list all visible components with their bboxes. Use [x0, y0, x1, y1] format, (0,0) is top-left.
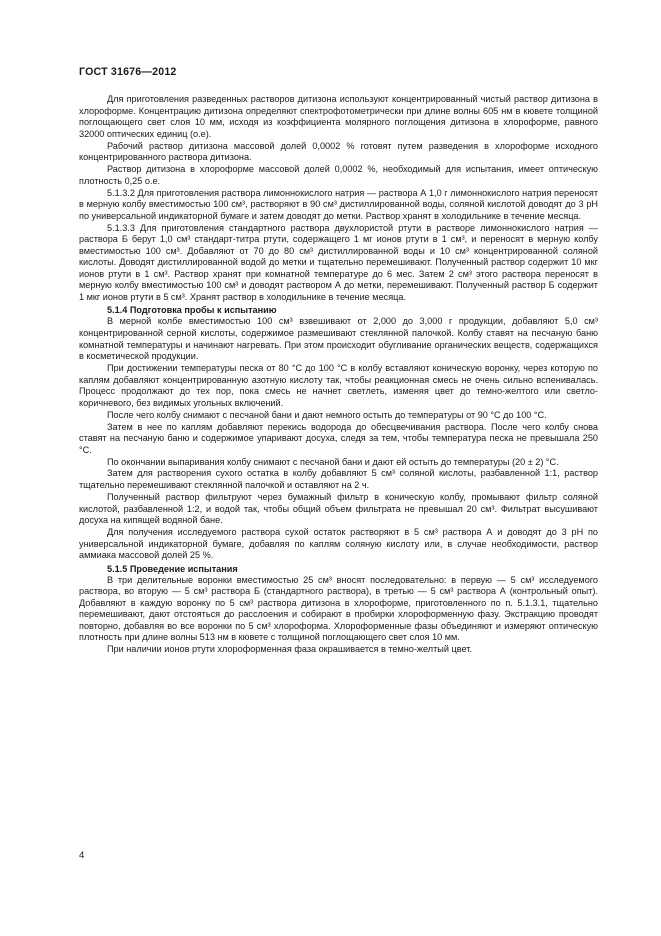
document-body — [79, 94, 598, 656]
section-heading: 5.1.4 Подготовка пробы к испытанию — [107, 305, 277, 316]
paragraph: 5.1.3.3 Для приготовления стандартного раствора двухлористой ртути в растворе лимоннокислого натрия — раствора Б берут 1,0 см³ стандарт-титра ртути, содержащего 1 мг ионов ртути в 1 см³, и переносят в мерную колбу вместимостью 100 см³. Добавляют от 70 до 80 см³ дистиллированной воды и 10 см³ концентрированной соляной кислоты. Доводят дистиллированной водой до метки и тщательно перемешивают. Полученный раствор содержит 10 мкг ионов ртути в 1 см³. Раствор хранят при комнатной температуре до 6 мес. Затем 2 см³ этого раствора переносят в мерную колбу вместимостью 100 см³ и доводят раствором А до метки, перемешивают. Полученный раствор Б содержит 1 мкг ионов ртути в 5 см³. Хранят раствор в холодильнике в течение месяца. — [79, 222, 598, 302]
paragraph: Затем в нее по каплям добавляют перекись водорода до обесцвечивания раствора. После чего колбу снова ставят на песчаную баню и содержимое упаривают досуха, следя за тем, чтобы температура песка не превышала 250 °С. — [79, 421, 598, 455]
page-number: 4 — [79, 850, 85, 861]
paragraph: Затем для растворения сухого остатка в колбу добавляют 5 см³ соляной кислоты, разбавленной 1:1, раствор тщательно перемешивают стеклянной палочкой и оставляют на 2 ч. — [79, 468, 598, 491]
paragraph: По окончании выпаривания колбу снимают с песчаной бани и дают ей остыть до температуры (20 ± 2) °С. — [107, 456, 559, 467]
paragraph: 5.1.3.2 Для приготовления раствора лимоннокислого натрия — раствора А 1,0 г лимоннокислого натрия переносят в мерную колбу вместимостью 100 см³, растворяют в 90 см³ дистиллированной воды, соляной кислотой доводят до 3 рН по универсальной индикаторной бумаге и затем доводят до метки. Раствор хранят в холодильнике в течение месяца. — [79, 187, 598, 221]
paragraph: Раствор дитизона в хлороформе массовой долей 0,0002 %, необходимый для испытания, имеет оптическую плотность 0,25 о.е. — [79, 164, 598, 186]
paragraph: В мерной колбе вместимостью 100 см³ взвешивают от 2,000 до 3,000 г продукции, добавляют 5,0 см³ концентрированной серной кислоты, содержимое размешивают стеклянной палочкой. Колбу ставят на песчаную баню комнатной температуры и начинают нагревать. При этом происходит обугливание органических веществ, содержащихся в косметической продукции. — [79, 316, 598, 362]
paragraph: После чего колбу снимают с песчаной бани и дают немного остыть до температуры от 90 °С до 100 °С. — [107, 409, 547, 420]
paragraph: Для приготовления разведенных растворов дитизона используют концентрированный чистый раствор дитизона в хлороформе. Концентрацию дитизона определяют спектрофотометрически при длине волны 605 нм в кювете толщиной поглощающего свет слоя 10 мм, исходя из коэффициента молярного поглощения дитизона в хлороформе, равного 32000 оптических единиц (о.е). — [79, 94, 598, 139]
paragraph: При достижении температуры песка от 80 °С до 100 °С в колбу вставляют коническую воронку, через которую по каплям добавляют концентрированную азотную кислоту так, чтобы реакционная смесь не очень сильно вспенивалась. Процесс продолжают до тех пор, пока смесь не начнет светлеть, изменяя цвет до темно-желтого или светло-коричневого, без видимых угольных включений. — [79, 362, 598, 408]
paragraph: Полученный раствор фильтруют через бумажный фильтр в коническую колбу, промывают фильтр соляной кислотой, разбавленной 1:2, и водой так, чтобы общий объем фильтрата не превышал 20 см³. Фильтрат высушивают досуха на кипящей водяной бане. — [79, 491, 598, 526]
document-header: ГОСТ 31676—2012 — [79, 66, 177, 78]
paragraph: Для получения исследуемого раствора сухой остаток растворяют в 5 см³ раствора А и доводят до 3 рН по универсальной индикаторной бумаге, добавляя по каплям соляную кислоту или, в случае необходимости, раствор аммиака массовой долей 25 %. — [79, 526, 598, 561]
paragraph: При наличии ионов ртути хлороформенная фаза окрашивается в темно-желтый цвет. — [107, 644, 472, 655]
section-heading: 5.1.5 Проведение испытания — [107, 563, 238, 574]
paragraph: В три делительные воронки вместимостью 25 см³ вносят последовательно: в первую — 5 см³ исследуемого раствора, во вторую — 5 см³ раствора Б (стандартного раствора), в третью — 5 см³ раствора А (контрольный опыт). Добавляют в каждую воронку по 5 см³ раствора дитизона в хлороформе, приготовленного по п. 5.1.3.1, тщательно перемешивают, дают отстояться до расслоения и собирают в пробирки хлороформенную фазу. Экстракцию проводят повторно, добавляя во все воронки по 5 см³ хлороформа. Хлороформенные фазы объединяют и измеряют оптическую плотность при длине волны 513 нм в кювете с толщиной поглощающего свет слоя 10 мм. — [79, 574, 598, 643]
paragraph: Рабочий раствор дитизона массовой долей 0,0002 % готовят путем разведения в хлороформе исходного концентрированного раствора дитизона. — [79, 140, 598, 163]
